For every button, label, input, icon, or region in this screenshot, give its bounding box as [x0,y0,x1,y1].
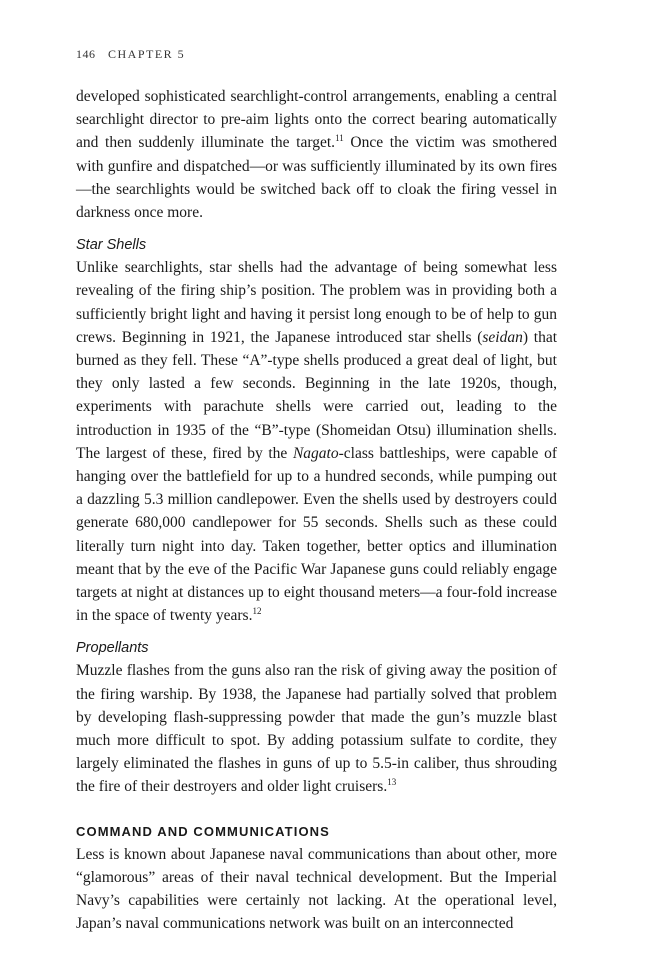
footnote-ref-11: 11 [335,133,344,144]
subheading-star-shells: Star Shells [76,237,147,254]
footnote-ref-12: 12 [252,606,262,617]
paragraph-star-shells [76,256,557,627]
footnote-ref-13: 13 [387,777,397,788]
italic-term-seidan: seidan [482,328,523,346]
para-text: Once the victim was smothered with gunfire and dispatched—or was sufficiently illuminated by its own fires—the searchlights would be switched back off to cloak the firing vessel in darkness once more. [76,134,558,222]
paragraph-propellants [76,659,557,798]
para-text: ) that burned as they fell. These “A”-type shells produced a great deal of light, but they only lasted a few seconds. Beginning in the late 1920s, though, experiments with parachute shells were carried out, leading to the introduction in 1935 of the “B”-type (Shomeidan Otsu) illumination shells. The largest of these, fired by the [76,328,558,462]
body-text [76,85,557,936]
italic-term-nagato: Nagato [292,444,339,462]
chapter-label: CHAPTER 5 [108,47,186,61]
page-number: 146 [76,47,96,61]
section-heading-command: COMMAND AND COMMUNICATIONS [76,823,330,839]
para-text: Muzzle flashes from the guns also ran the risk of giving away the position of the firing warship. By 1938, the Japanese had partially solved that problem by developing flash-suppressing powder that made the gun’s muzzle blast much more difficult to spot. By adding potassium sulfate to cordite, they largely eliminated the flashes in guns of up to 5.5-in caliber, thus shrouding the fire of their destroyers and older light cruisers. [76,662,557,796]
para-text: Unlike searchlights, star shells had the advantage of being somewhat less revealing of the firing ship’s position. The problem was in providing both a sufficiently bright light and having it persist long enough to be of help to gun crews. Beginning in 1921, the Japanese introduced star shells ( [76,259,557,346]
running-head [76,47,185,62]
para-text: Less is known about Japanese naval communications than about other, more “glamorous” areas of their naval technical development. But the Imperial Navy’s capabilities were certainly not lacking. At the operational level, Japan’s naval communications network was built on an interconnected [76,845,557,933]
para-text: developed sophisticated searchlight-control arrangements, enabling a central searchlight director to pre-aim lights onto the correct bearing automatically and then suddenly illuminate the target. [76,88,557,152]
para-text: -class battleships, were capable of hanging over the battlefield for up to a hundred seconds, while pumping out a dazzling 5.3 million candlepower. Even the shells used by destroyers could generate 680,000 candlepower for 55 seconds. Shells such as these could literally turn night into day. Taken together, better optics and illumination meant that by the eve of the Pacific War Japanese guns could reliably engage targets at night at distances up to eight thousand meters—a four-fold increase in the space of twenty years. [76,444,557,625]
subheading-propellants: Propellants [76,640,149,657]
paragraph-searchlights [76,85,557,224]
paragraph-command [76,843,557,936]
